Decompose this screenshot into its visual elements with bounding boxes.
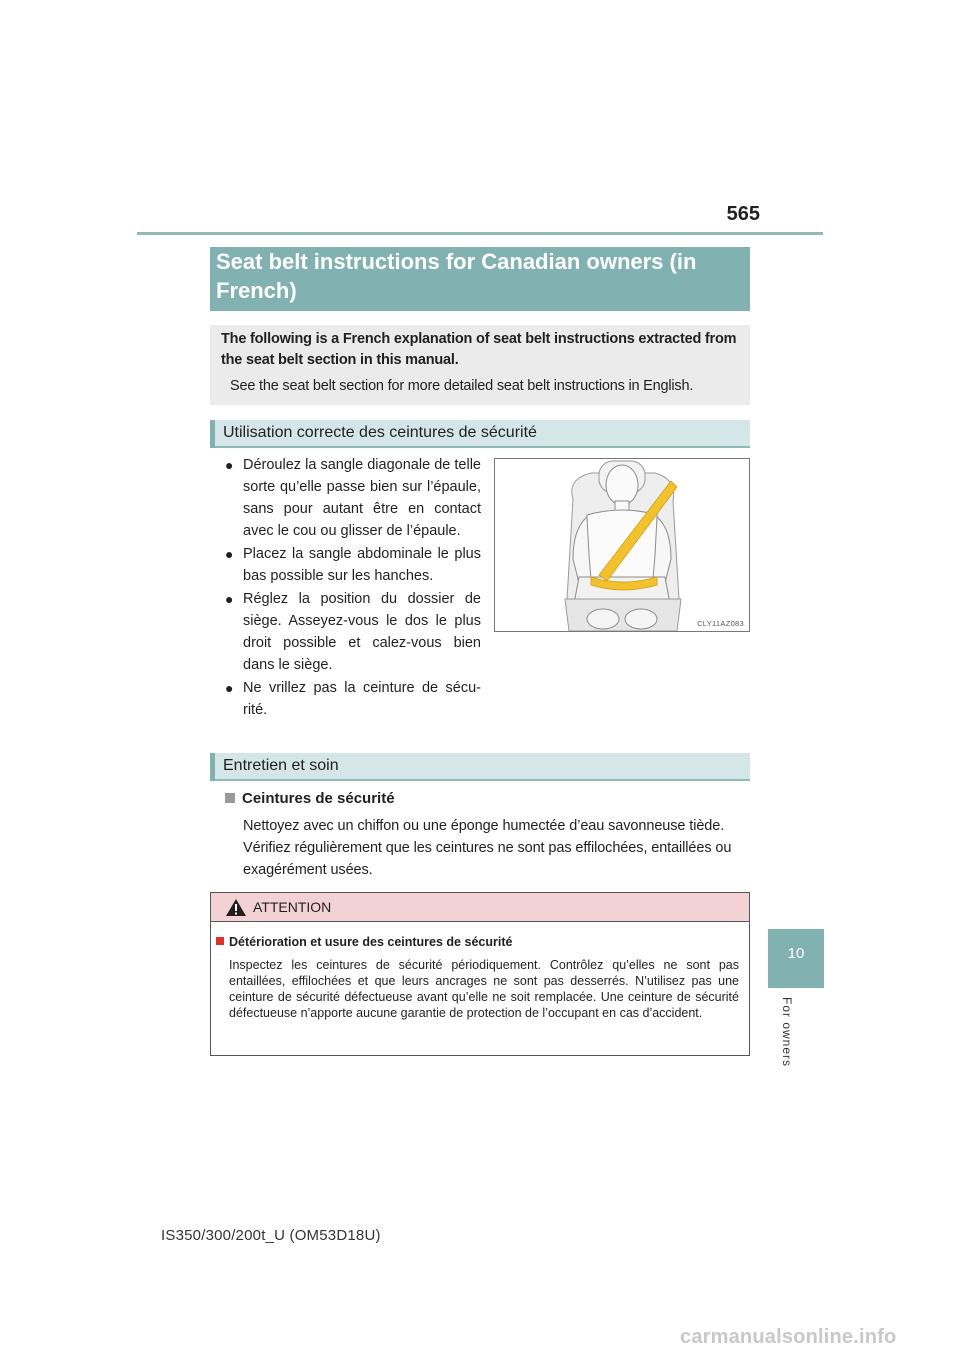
attention-title-text: Détérioration et usure des ceintures de sécurité (229, 935, 513, 949)
attention-header (211, 893, 749, 922)
list-item-text: Réglez la position du dossier de siège. Asseyez-vous le dos le plus droit possible et calez-vous bien dans le siège. (243, 591, 481, 673)
footer-model: IS350/300/200t_U (OM53D18U) (161, 1227, 381, 1244)
care-text: Nettoyez avec un chiffon ou une éponge humectée d’eau savonneuse tiède. Vérifiez régulièrement que les ceintures ne sont pas effilochées, entaillées ou exagérément usées. (243, 818, 732, 878)
attention-title (216, 935, 512, 949)
header-rule (137, 232, 823, 235)
section-heading-utilisation-text: Utilisation correcte des ceintures de sécurité (223, 424, 537, 441)
page-title (210, 247, 750, 311)
list-item-text: Ne vrillez pas la ceinture de sécu-rité. (243, 680, 481, 718)
section-heading-utilisation (210, 420, 750, 448)
intro-note: See the seat belt section for more detailed seat belt instructions in English. (230, 378, 694, 394)
intro-bold-line1: The following is a French explanation of seat belt instructions extracted from (221, 331, 737, 347)
bullet-icon: ● (225, 680, 234, 696)
list-item (225, 588, 481, 676)
list-item-text: Déroulez la sangle diagonale de telle sorte qu’elle passe bien sur l’épaule, sans pour autant être en contact avec le cou ou glisser de l’épaule. (243, 457, 481, 539)
page-number: 565 (726, 203, 760, 225)
list-item (225, 677, 481, 721)
attention-box (210, 892, 750, 1056)
seated-person-illustration (495, 459, 749, 631)
attention-label: ATTENTION (253, 899, 332, 915)
chapter-number: 10 (787, 945, 805, 962)
subheading-text: Ceintures de sécurité (242, 790, 395, 807)
intro-bold-line2: the seat belt section in this manual. (221, 352, 459, 368)
section-heading-entretien-text: Entretien et soin (223, 757, 339, 774)
page-title-line1: Seat belt instructions for Canadian owners (in (216, 249, 697, 274)
list-item (225, 543, 481, 587)
bullet-icon: ● (225, 457, 234, 473)
list-item (225, 454, 481, 542)
bullet-icon: ● (225, 591, 234, 607)
subheading (225, 789, 395, 809)
page-title-line2: French) (216, 278, 297, 303)
warning-icon (225, 898, 247, 917)
intro-box (210, 325, 750, 405)
list-item-text: Placez la sangle abdominale le plus bas possible sur les hanches. (243, 546, 481, 584)
red-square-icon (216, 937, 224, 945)
attention-body: Inspectez les ceintures de sécurité périodiquement. Contrôlez qu’elles ne sont pas entaillées, effilochées et que leurs ancrages ne sont pas desserrés. N’utilisez pas une ceinture de sécurité défectueuse avant qu’elle ne soit remplacée. Une ceinture de sécurité défectueuse n’apporte aucune garantie de protection de l’occupant en cas d’accident. (229, 958, 739, 1020)
figure-code: CLY11AZ083 (697, 619, 744, 628)
section-heading-entretien (210, 753, 750, 781)
watermark: carmanualsonline.info (680, 1326, 897, 1348)
chapter-label: For owners (780, 997, 794, 1068)
bullet-list (225, 454, 481, 722)
seatbelt-figure (494, 458, 750, 632)
chapter-tab (768, 929, 824, 988)
bullet-icon: ● (225, 546, 234, 562)
square-bullet-icon (225, 793, 235, 803)
